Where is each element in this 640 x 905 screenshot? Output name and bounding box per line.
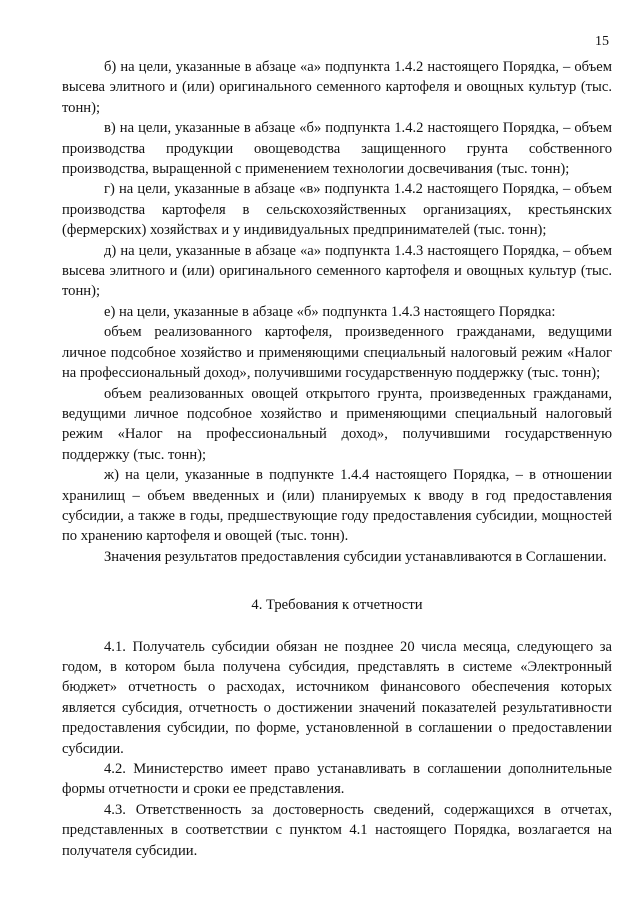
paragraph-zh: ж) на цели, указанные в подпункте 1.4.4 настоящего Порядка, – в отношении хранилищ – объем введенных и (или) планируемых к вводу в год предоставления субсидии, а также в годы, предшествующие году предоставления субсидии, мощностей по хранению картофеля и овощей (тыс. тонн).: [62, 467, 612, 545]
paragraph-v: в) на цели, указанные в абзаце «б» подпункта 1.4.2 настоящего Порядка, – объем производства продукции овощеводства защищенного грунта собственного производства, выращенной с применением технологии досвечивания (тыс. тонн);: [62, 120, 612, 178]
paragraph-4-1: 4.1. Получатель субсидии обязан не позднее 20 числа месяца, следующего за годом, в котором была получена субсидия, представлять в системе «Электронный бюджет» отчетность о расходах, источником финансового обеспечения которых является субсидия, отчетность о достижении значений показателей результативности предоставления субсидии, по форме, установленной в соглашении о предоставлении субсидии.: [62, 638, 612, 757]
paragraph-e-vegetables: объем реализованных овощей открытого грунта, произведенных гражданами, ведущими личное подсобное хозяйство и применяющими специальный налоговый режим «Налог на профессиональный доход», получившими государственную поддержку (тыс. тонн);: [62, 385, 612, 463]
paragraph-g: г) на цели, указанные в абзаце «в» подпункта 1.4.2 настоящего Порядка, – объем производства картофеля в сельскохозяйственных организациях, крестьянских (фермерских) хозяйствах и у индивидуальных предпринимателей (тыс. тонн);: [62, 181, 612, 239]
paragraph-e-potatoes: объем реализованного картофеля, произведенного гражданами, ведущими личное подсобное хозяйство и применяющими специальный налоговый режим «Налог на профессиональный доход», получившими государственную поддержку (тыс. тонн);: [62, 324, 612, 382]
paragraph-4-2: 4.2. Министерство имеет право устанавливать в соглашении дополнительные формы отчетности и сроки ее представления.: [62, 761, 612, 798]
paragraph-results-values: Значения результатов предоставления субсидии устанавливаются в Соглашении.: [104, 548, 607, 565]
section-heading: 4. Требования к отчетности: [251, 597, 423, 614]
paragraph-d: д) на цели, указанные в абзаце «а» подпункта 1.4.3 настоящего Порядка, – объем высева элитного и (или) оригинального семенного картофеля и овощных культур (тыс. тонн);: [62, 242, 612, 300]
paragraph-4-3: 4.3. Ответственность за достоверность сведений, содержащихся в отчетах, представленных в соответствии с пунктом 4.1 настоящего Порядка, возлагается на получателя субсидии.: [62, 801, 612, 859]
document-body: [62, 57, 612, 861]
page-number: 15: [595, 34, 609, 49]
paragraph-e: е) на цели, указанные в абзаце «б» подпункта 1.4.3 настоящего Порядка:: [104, 303, 556, 320]
paragraph-b: б) на цели, указанные в абзаце «а» подпункта 1.4.2 настоящего Порядка, – объем высева элитного и (или) оригинального семенного картофеля и овощных культур (тыс. тонн);: [62, 59, 612, 116]
